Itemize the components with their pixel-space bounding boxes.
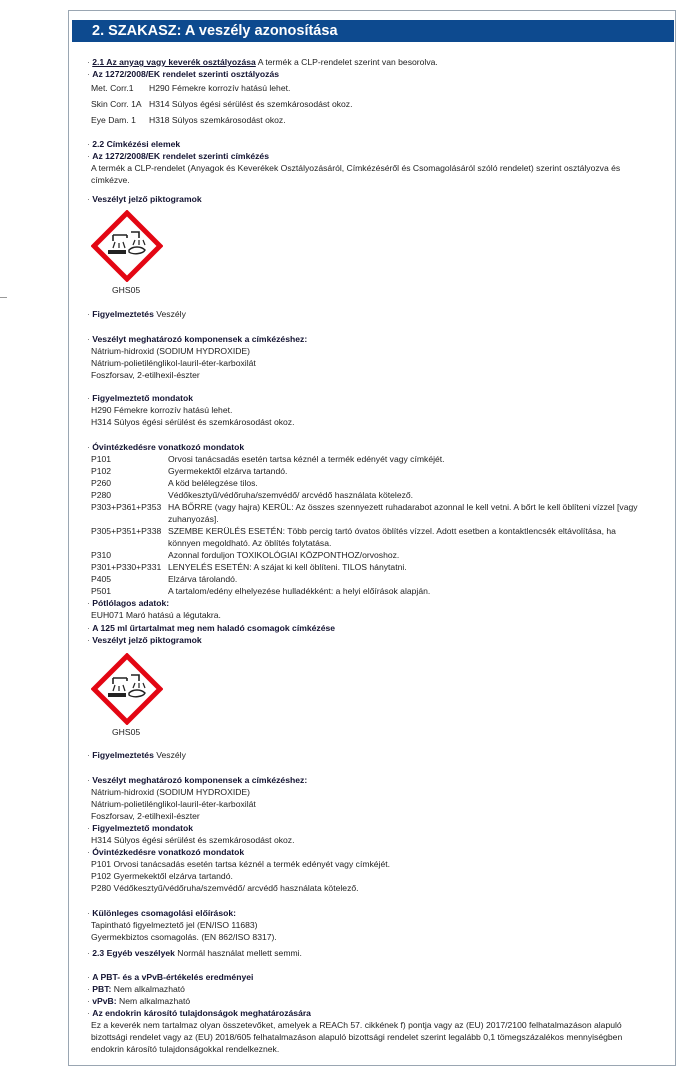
section-header bbox=[72, 20, 674, 42]
small-pack-precaution-heading: · Óvintézkedésre vonatkozó mondatok bbox=[87, 847, 245, 857]
additional-heading: · Pótlólagos adatok: bbox=[87, 598, 170, 608]
small-pack-pictograms-heading: · Veszélyt jelző piktogramok bbox=[87, 635, 202, 645]
component-item: Nátrium-hidroxid (SODIUM HYDROXIDE) bbox=[91, 346, 251, 356]
precaution-statement: P280 Védőkesztyű/védőruha/szemvédő/ arcvédő használata kötelező. bbox=[91, 883, 359, 893]
component-item: Foszforsav, 2-etilhexil-észter bbox=[91, 811, 200, 821]
pictogram-code: GHS05 bbox=[112, 727, 141, 737]
small-pack-signal-word: · Figyelmeztetés Veszély bbox=[87, 750, 186, 760]
component-item: Nátrium-hidroxid (SODIUM HYDROXIDE) bbox=[91, 787, 251, 797]
precaution-statement: P101 Orvosi tanácsadás esetén tartsa kéznél a termék edényét vagy címkéjét. bbox=[91, 859, 391, 869]
margin-mark bbox=[0, 297, 7, 298]
hazard-heading: · Figyelmeztető mondatok bbox=[87, 393, 193, 403]
endocrine-text: bizottsági rendelet vagy az (EU) 2018/605 felhatalmazáson alapuló bizottsági rendelet szerint legalább 0,1 tömegszázalékos mennyiségben bbox=[91, 1032, 623, 1042]
special-pack-item: Gyermekbiztos csomagolás. (EN 862/ISO 8317). bbox=[91, 932, 277, 942]
pbt-line: · PBT: Nem alkalmazható bbox=[87, 984, 185, 994]
component-item: Foszforsav, 2-etilhexil-észter bbox=[91, 370, 200, 380]
small-pack-hazard-heading: · Figyelmeztető mondatok bbox=[87, 823, 193, 833]
small-pack-components-heading: · Veszélyt meghatározó komponensek a címkézéshez: bbox=[87, 775, 308, 785]
additional-text: EUH071 Maró hatású a légutakra. bbox=[91, 610, 221, 620]
pictograms-heading: · Veszélyt jelző piktogramok bbox=[87, 194, 202, 204]
clp-class-heading: · Az 1272/2008/EK rendelet szerinti osztályozás bbox=[87, 69, 280, 79]
precaution-statement: P102 Gyermekektől elzárva tartandó. bbox=[91, 871, 233, 881]
clp-label-heading: · Az 1272/2008/EK rendelet szerinti címkézés bbox=[87, 151, 269, 161]
s21-text: A termék a CLP-rendelet szerint van besorolva. bbox=[257, 57, 438, 67]
other-hazards-line: · 2.3 Egyéb veszélyek Normál használat mellett semmi. bbox=[87, 948, 302, 958]
small-pack-heading: · A 125 ml űrtartalmat meg nem haladó csomagok címkézése bbox=[87, 623, 336, 633]
special-pack-item: Tapintható figyelmeztető jel (EN/ISO 11683) bbox=[91, 920, 258, 930]
component-item: Nátrium-polietilénglikol-lauril-éter-karboxilát bbox=[91, 799, 256, 809]
clp-label-text: címkézve. bbox=[91, 175, 130, 185]
ghs05-corrosion-icon bbox=[91, 210, 163, 282]
endocrine-heading: · Az endokrin károsító tulajdonságok meghatározására bbox=[87, 1008, 311, 1018]
precaution-heading: · Óvintézkedésre vonatkozó mondatok bbox=[87, 442, 245, 452]
special-pack-heading: · Különleges csomagolási előírások: bbox=[87, 908, 237, 918]
hazard-statement: H314 Súlyos égési sérülést és szemkárosodást okoz. bbox=[91, 417, 295, 427]
s22-heading: · 2.2 Címkézési elemek bbox=[87, 139, 181, 149]
signal-word: · Figyelmeztetés Veszély bbox=[87, 309, 186, 319]
hazard-statement: H290 Fémekre korrozív hatású lehet. bbox=[91, 405, 233, 415]
vpvb-line: · vPvB: Nem alkalmazható bbox=[87, 996, 191, 1006]
pbt-heading: · A PBT- és a vPvB-értékelés eredményei bbox=[87, 972, 254, 982]
s21-label: 2.1 Az anyag vagy keverék osztályozása bbox=[92, 57, 256, 67]
classification-line: · 2.1 Az anyag vagy keverék osztályozása A termék a CLP-rendelet szerint van besorolva. bbox=[87, 57, 438, 67]
components-heading: · Veszélyt meghatározó komponensek a címkézéshez: bbox=[87, 334, 308, 344]
clp-label-text: A termék a CLP-rendelet (Anyagok és Keverékek Osztályozásáról, Címkézéséről és Csomagolásáról szóló rendelet) szerint osztályozva és bbox=[91, 163, 621, 173]
endocrine-text: endokrin károsító tulajdonságokkal rendelkeznek. bbox=[91, 1044, 280, 1054]
endocrine-text: Ez a keverék nem tartalmaz olyan összetevőket, amelyek a REACh 57. cikkének f) pontja vagy az (EU) 2017/2100 felhatalmazáson alapuló bbox=[91, 1020, 622, 1030]
pictogram-code: GHS05 bbox=[112, 285, 141, 295]
ghs05-corrosion-icon bbox=[91, 653, 163, 725]
hazard-statement: H314 Súlyos égési sérülést és szemkárosodást okoz. bbox=[91, 835, 295, 845]
section-title: 2. SZAKASZ: A veszély azonosítása bbox=[92, 23, 338, 39]
component-item: Nátrium-polietilénglikol-lauril-éter-karboxilát bbox=[91, 358, 256, 368]
